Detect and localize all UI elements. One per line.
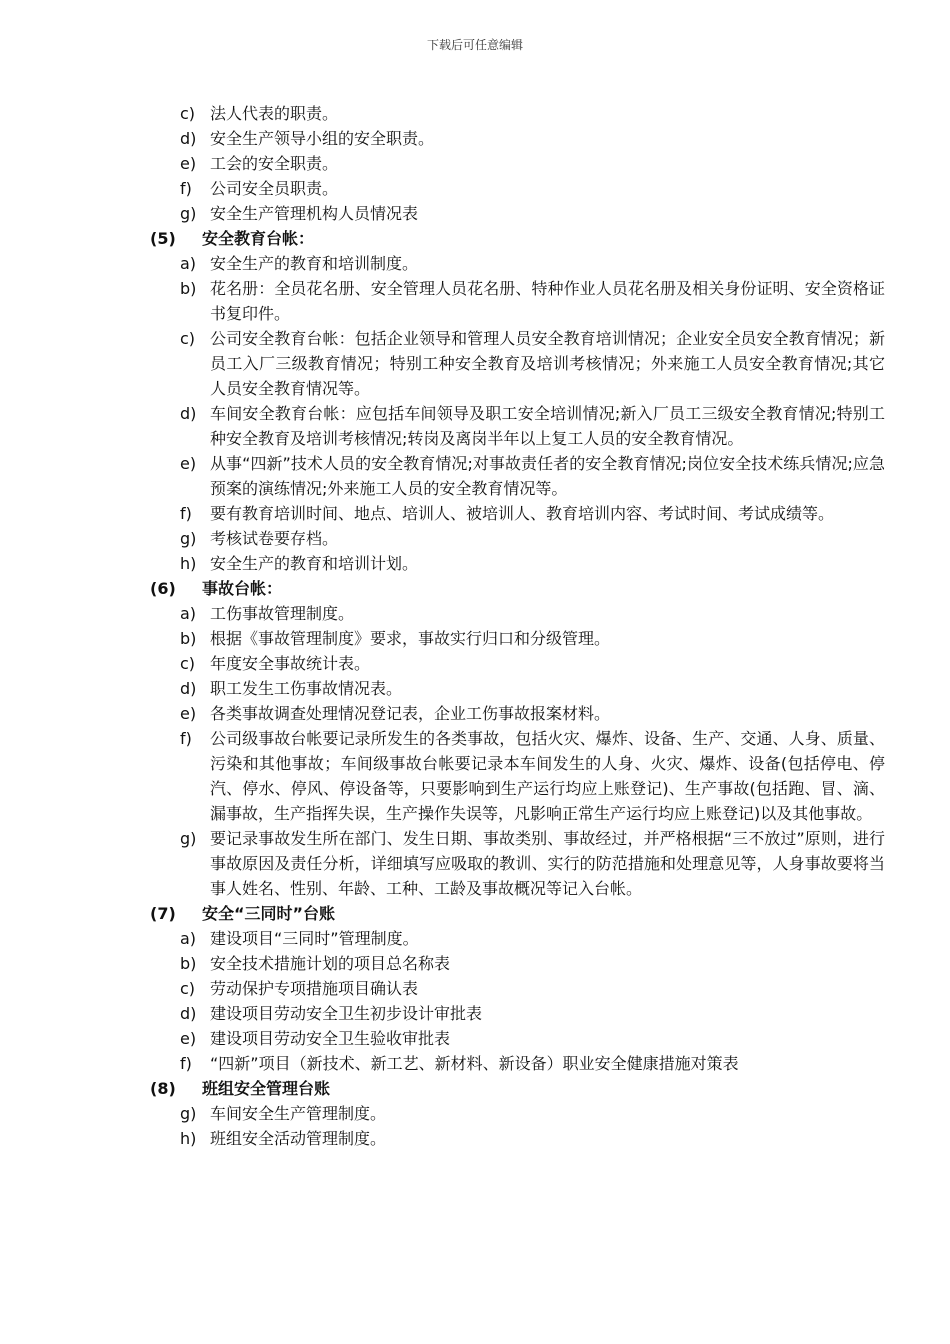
list-item bbox=[180, 326, 885, 401]
list-item bbox=[180, 151, 885, 176]
list-item-label: e) bbox=[180, 704, 197, 723]
list-item-label: c) bbox=[180, 104, 196, 123]
page-header: 下载后可任意编辑 bbox=[426, 38, 523, 52]
section-title: 班组安全管理台账 bbox=[202, 1079, 331, 1098]
list-item-text: “四新”项目（新技术、新工艺、新材料、新设备）职业安全健康措施对策表 bbox=[210, 1054, 739, 1073]
list-item-label: d) bbox=[180, 679, 197, 698]
list-item-text: 根据《事故管理制度》要求，事故实行归口和分级管理。 bbox=[210, 629, 611, 648]
list-item bbox=[180, 676, 885, 701]
list-item bbox=[180, 976, 885, 1001]
list-item-label: h) bbox=[180, 1129, 197, 1148]
list-item-text: 公司安全教育台帐：包括企业领导和管理人员安全教育培训情况；企业安全员安全教育情况；新员工入厂三级教育情况；特别工种安全教育及培训考核情况；外来施工人员安全教育情况;其它人员安全教育情况等。 bbox=[210, 329, 885, 398]
section-number: (7) bbox=[150, 904, 176, 923]
list-item bbox=[180, 1051, 885, 1076]
list-item-text: 要记录事故发生所在部门、发生日期、事故类别、事故经过，并严格根据“三不放过”原则，进行事故原因及责任分析，详细填写应吸取的教训、实行的防范措施和处理意见等，人身事故要将当事人姓名、性别、年龄、工种、工龄及事故概况等记入台帐。 bbox=[210, 829, 885, 898]
list-item bbox=[180, 726, 885, 826]
list-item bbox=[180, 401, 885, 451]
section-number: (6) bbox=[150, 579, 176, 598]
list-item-text: 安全技术措施计划的项目总名称表 bbox=[210, 954, 451, 973]
list-item bbox=[180, 551, 885, 576]
list-item bbox=[180, 1001, 885, 1026]
list-item-text: 安全生产管理机构人员情况表 bbox=[210, 204, 419, 223]
list-item-text: 花名册：全员花名册、安全管理人员花名册、特种作业人员花名册及相关身份证明、安全资格证书复印件。 bbox=[210, 279, 885, 323]
list-item-text: 工伤事故管理制度。 bbox=[210, 604, 355, 623]
list-item-label: g) bbox=[180, 829, 197, 848]
list-item bbox=[180, 951, 885, 976]
list-item-label: f) bbox=[180, 179, 192, 198]
list-item-label: f) bbox=[180, 1054, 192, 1073]
section-number: (8) bbox=[150, 1079, 176, 1098]
list-item-label: a) bbox=[180, 604, 197, 623]
list-item-label: a) bbox=[180, 929, 197, 948]
section-number: (5) bbox=[150, 229, 176, 248]
list-item bbox=[180, 276, 885, 326]
list-item-text: 安全生产领导小组的安全职责。 bbox=[210, 129, 435, 148]
list-item-label: g) bbox=[180, 204, 197, 223]
list-item-label: h) bbox=[180, 554, 197, 573]
list-item-label: e) bbox=[180, 154, 197, 173]
list-item-label: f) bbox=[180, 729, 192, 748]
list-item-text: 班组安全活动管理制度。 bbox=[210, 1129, 387, 1148]
list-item-label: g) bbox=[180, 529, 197, 548]
list-item-text: 职工发生工伤事故情况表。 bbox=[210, 679, 403, 698]
list-item-label: b) bbox=[180, 279, 197, 298]
list-item-label: b) bbox=[180, 954, 197, 973]
list-item bbox=[180, 526, 885, 551]
list-item bbox=[180, 101, 885, 126]
list-item-label: d) bbox=[180, 404, 197, 423]
list-item-label: d) bbox=[180, 129, 197, 148]
section-heading bbox=[150, 901, 885, 926]
section-title: 安全教育台帐： bbox=[202, 229, 315, 248]
list-item-text: 法人代表的职责。 bbox=[210, 104, 339, 123]
list-item-text: 车间安全教育台帐：应包括车间领导及职工安全培训情况;新入厂员工三级安全教育情况;特别工种安全教育及培训考核情况;转岗及离岗半年以上复工人员的安全教育情况。 bbox=[210, 404, 885, 448]
list-item-label: c) bbox=[180, 329, 196, 348]
list-item bbox=[180, 126, 885, 151]
list-item-text: 各类事故调查处理情况登记表，企业工伤事故报案材料。 bbox=[210, 704, 611, 723]
list-item-text: 劳动保护专项措施项目确认表 bbox=[210, 979, 419, 998]
list-item-text: 要有教育培训时间、地点、培训人、被培训人、教育培训内容、考试时间、考试成绩等。 bbox=[210, 504, 835, 523]
list-item-label: g) bbox=[180, 1104, 197, 1123]
list-item bbox=[180, 626, 885, 651]
section-heading bbox=[150, 1076, 885, 1101]
list-item-label: c) bbox=[180, 654, 196, 673]
document-body bbox=[150, 101, 885, 1151]
list-item-text: 工会的安全职责。 bbox=[210, 154, 339, 173]
list-item-label: d) bbox=[180, 1004, 197, 1023]
list-item-text: 公司级事故台帐要记录所发生的各类事故，包括火灾、爆炸、设备、生产、交通、人身、质量、污染和其他事故；车间级事故台帐要记录本车间发生的人身、火灾、爆炸、设备(包括停电、停汽、停水、停风、停设备等，只要影响到生产运行均应上账登记)、生产事故(包括跑、冒、滴、漏事故，生产指挥失误，生产操作失误等，凡影响正常生产运行均应上账登记)以及其他事故。 bbox=[210, 729, 885, 823]
list-item bbox=[180, 251, 885, 276]
list-item-label: f) bbox=[180, 504, 192, 523]
section-title: 安全“三同时”台账 bbox=[202, 904, 336, 923]
list-item-text: 安全生产的教育和培训计划。 bbox=[210, 554, 419, 573]
section-heading bbox=[150, 226, 885, 251]
list-item bbox=[180, 1126, 885, 1151]
list-item-text: 公司安全员职责。 bbox=[210, 179, 339, 198]
list-item-text: 安全生产的教育和培训制度。 bbox=[210, 254, 419, 273]
list-item-text: 车间安全生产管理制度。 bbox=[210, 1104, 387, 1123]
list-item-text: 考核试卷要存档。 bbox=[210, 529, 339, 548]
list-item-text: 从事“四新”技术人员的安全教育情况;对事故责任者的安全教育情况;岗位安全技术练兵情况;应急预案的演练情况;外来施工人员的安全教育情况等。 bbox=[210, 454, 885, 498]
list-item-label: a) bbox=[180, 254, 197, 273]
list-item bbox=[180, 451, 885, 501]
list-item bbox=[180, 926, 885, 951]
list-item-text: 建设项目劳动安全卫生初步设计审批表 bbox=[210, 1004, 483, 1023]
list-item bbox=[180, 601, 885, 626]
list-item bbox=[180, 826, 885, 901]
list-item-label: c) bbox=[180, 979, 196, 998]
list-item-text: 年度安全事故统计表。 bbox=[210, 654, 371, 673]
list-item-text: 建设项目劳动安全卫生验收审批表 bbox=[210, 1029, 451, 1048]
list-item-label: e) bbox=[180, 1029, 197, 1048]
list-item-label: b) bbox=[180, 629, 197, 648]
list-item bbox=[180, 201, 885, 226]
list-item bbox=[180, 176, 885, 201]
list-item bbox=[180, 701, 885, 726]
list-item bbox=[180, 651, 885, 676]
list-item bbox=[180, 1026, 885, 1051]
list-item-label: e) bbox=[180, 454, 197, 473]
list-item-text: 建设项目“三同时”管理制度。 bbox=[210, 929, 419, 948]
section-title: 事故台帐： bbox=[202, 579, 283, 598]
section-heading bbox=[150, 576, 885, 601]
list-item bbox=[180, 1101, 885, 1126]
list-item bbox=[180, 501, 885, 526]
